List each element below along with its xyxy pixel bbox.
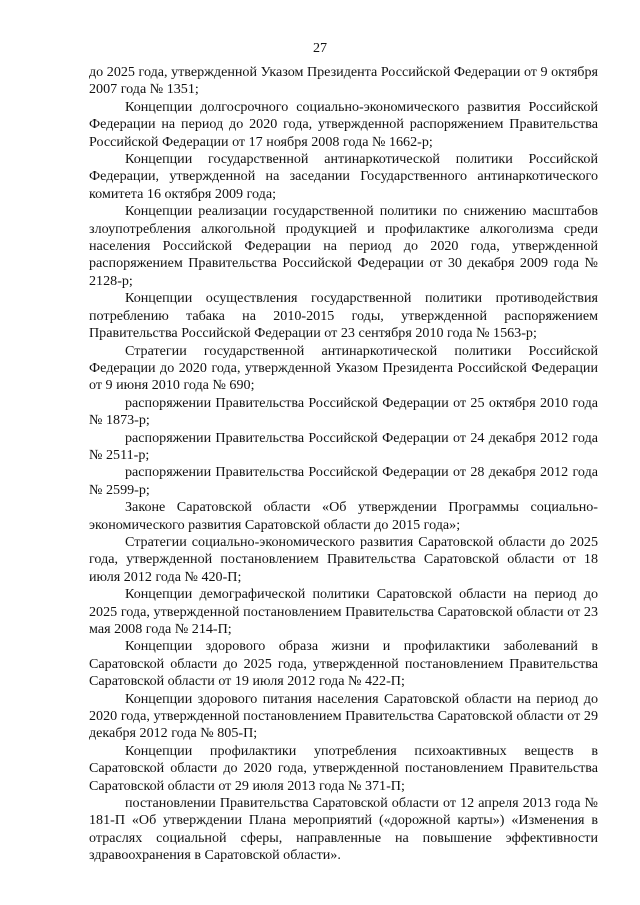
paragraph-list-item: Концепции осуществления государственной политики противодействия потреблению табака на 2010-2015 годы, утвержденной распоряжением Правительства Российской Федерации от 23 сентября 2010 года № 1563-р; bbox=[89, 290, 598, 342]
document-body bbox=[89, 64, 598, 865]
paragraph-list-item: Концепции долгосрочного социально-экономического развития Российской Федерации на период до 2020 года, утвержденной распоряжением Правительства Российской Федерации от 17 ноября 2008 года № 1662-р; bbox=[89, 98, 598, 150]
paragraph-list-item: распоряжении Правительства Российской Федерации от 24 декабря 2012 года № 2511-р; bbox=[89, 429, 598, 463]
paragraph-list-item: Стратегии социально-экономического развития Саратовской области до 2025 года, утвержденной постановлением Правительства Саратовской области от 18 июля 2012 года № 420-П; bbox=[89, 533, 598, 585]
paragraph-list-item: распоряжении Правительства Российской Федерации от 25 октября 2010 года № 1873-р; bbox=[89, 394, 598, 429]
paragraph-list-item: Стратегии государственной антинаркотической политики Российской Федерации до 2020 года, утвержденной Указом Президента Российской Федерации от 9 июня 2010 года № 690; bbox=[89, 342, 598, 394]
paragraph-continuation: до 2025 года, утвержденной Указом Президента Российской Федерации от 9 октября 2007 года № 1351; bbox=[89, 64, 598, 98]
paragraph-list-item: Концепции здорового образа жизни и профилактики заболеваний в Саратовской области до 2025 года, утвержденной постановлением Правительства Саратовской области от 19 июля 2012 года № 422-П; bbox=[89, 638, 598, 690]
paragraph-list-item: постановлении Правительства Саратовской области от 12 апреля 2013 года № 181-П «Об утверждении Плана мероприятий («дорожной карты») «Изменения в отраслях социальной сферы, направленные на повышение эффективности здравоохранения в Саратовской области». bbox=[89, 795, 598, 864]
paragraph-list-item: Концепции профилактики употребления психоактивных веществ в Саратовской области до 2020 года, утвержденной постановлением Правительства Саратовской области от 29 июля 2013 года № 371-П; bbox=[89, 742, 598, 794]
paragraph-list-item: Концепции государственной антинаркотической политики Российской Федерации, утвержденной на заседании Государственного антинаркотического комитета 16 октября 2009 года; bbox=[89, 151, 598, 202]
paragraph-list-item: Законе Саратовской области «Об утверждении Программы социально-экономического развития Саратовской области до 2015 года»; bbox=[89, 499, 598, 533]
paragraph-list-item: Концепции реализации государственной политики по снижению масштабов злоупотребления алкогольной продукцией и профилактике алкоголизма среди населения Российской Федерации на период до 2020 года, утвержденной распоряжением Правительства Российской Федерации от 30 декабря 2009 года № 2128-р; bbox=[89, 203, 598, 289]
paragraph-list-item: Концепции демографической политики Саратовской области на период до 2025 года, утвержденной постановлением Правительства Саратовской области от 23 мая 2008 года № 214-П; bbox=[89, 586, 598, 637]
paragraph-list-item: распоряжении Правительства Российской Федерации от 28 декабря 2012 года № 2599-р; bbox=[89, 464, 598, 498]
page-number: 27 bbox=[312, 40, 328, 56]
paragraph-list-item: Концепции здорового питания населения Саратовской области на период до 2020 года, утвержденной постановлением Правительства Саратовской области от 29 декабря 2012 года № 805-П; bbox=[89, 690, 598, 742]
